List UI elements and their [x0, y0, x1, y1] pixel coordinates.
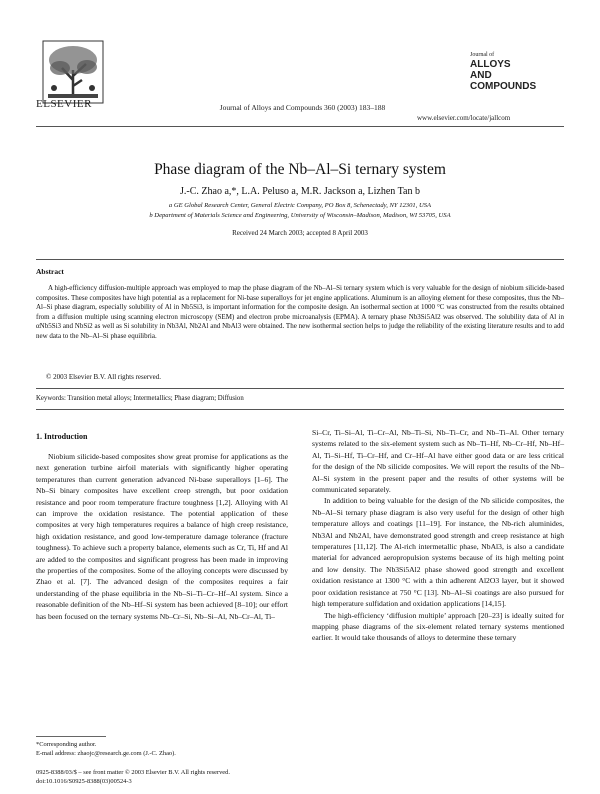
- paragraph: Si–Cr, Ti–Si–Al, Ti–Cr–Al, Nb–Ti–Si, Nb–Ti–Cr, and Nb–Ti–Al. Other ternary systems related to the six-element system such as Nb–Ti–Hf, Nb–Cr–Hf, Nb–Hf–Al, Ti–Si–Hf, Ti–Cr–Hf, and Cr–Hf–Al have either good data or are less critical for the design of the Nb silicide composites. We will report the results of the Nb–Al–Si system in the present paper and the results of other systems will be communicated separately.: [312, 428, 564, 495]
- affiliation-b: b Department of Materials Science and Engineering, University of Wisconsin–Madison, Madison, WI 53705, USA: [149, 212, 451, 219]
- abstract-copyright: © 2003 Elsevier B.V. All rights reserved.: [46, 373, 162, 381]
- journal-logo-line-1: Journal of: [470, 52, 495, 58]
- affiliation-a: a GE Global Research Center, General Electric Company, PO Box 8, Schenectady, NY 12301, USA: [168, 202, 432, 209]
- issn-line: 0925-8388/03/$ – see front matter © 2003 Elsevier B.V. All rights reserved.: [36, 769, 230, 776]
- abstract-heading: Abstract: [36, 267, 64, 276]
- received-dates: Received 24 March 2003; accepted 8 April 2003: [232, 229, 368, 237]
- email-address[interactable]: E-mail address: zhaojc@research.ge.com (J.-C. Zhao).: [36, 750, 176, 757]
- section-heading: 1. Introduction: [36, 432, 88, 441]
- journal-logo: [470, 52, 560, 92]
- keywords-rule: [36, 409, 564, 410]
- abstract-text: A high-efficiency diffusion-multiple approach was employed to map the phase diagram of the Nb–Al–Si ternary system which is very valuable for the design of niobium silicide-based composites. These composites have high potential as a replacement for Ni-base superalloys for jet engine applications. Aluminum is an alloying element for these composites, thus the Nb–Al–Si phase diagram, especially solubility of Al in Nb5Si3, is important information for the composite design. An isothermal section at 1000 °C was constructed from the results obtained from a diffusion multiple using scanning electron microscopy (SEM) and electron probe microanalysis (EPMA). A ternary phase Nb3Si5Al2 was observed. The solubility data of Al in αNb5Si3 and NbSi2 as well as Si solubility in Nb3Al, Nb2Al and NbAl3 were obtained. The new isothermal section helps to judge the reliability of the existing literature results and to add new data to the Nb–Al–Si phase equilibria.: [36, 284, 564, 340]
- paper-title: Phase diagram of the Nb–Al–Si ternary system: [154, 161, 446, 178]
- keywords: Keywords: Transition metal alloys; Intermetallics; Phase diagram; Diffusion: [36, 395, 244, 402]
- header-rule: [36, 126, 564, 127]
- left-column: [36, 451, 288, 622]
- abstract-top-rule: [36, 259, 564, 260]
- paragraph: Niobium silicide-based composites show great promise for applications as the next generation turbine airfoil materials with significantly higher operating temperatures than current generation advanced Ni-base superalloys [1–6]. The Nb–Si binary composites have excellent creep strength, but poor oxidation resistance and poor room temperature fracture toughness [1,2]. Alloying with Al can improve the oxidation resistance. The potential application of these composites at very high temperatures requires a balance of high creep resistance, high oxidation resistance, and good low-temperature damage tolerance (fracture toughness). To achieve such a property balance, elements such as Cr, Ti, Hf and Al are added to the composites and significant progress has been made in improving the properties of the composites. Some of the alloying concepts were discussed by Zhao et al. [7]. The advanced design of the composites requires a fair understanding of the phase equilibria in the Nb–Si–Ti–Cr–Hf–Al system. Since a reasonable definition of the Nb–Hf–Si system has been achieved [8–10]; our effort has been focused on the ternary systems Nb–Cr–Si, Nb–Si–Al, Nb–Cr–Al, Ti–: [36, 452, 288, 621]
- publisher-name: ELSEVIER: [36, 98, 92, 110]
- elsevier-tree-logo: [42, 40, 104, 104]
- corresponding-author-note: *Corresponding author.: [36, 741, 97, 748]
- footnote-rule: [36, 736, 106, 737]
- doi-line: doi:10.1016/S0925-8388(03)00524-3: [36, 778, 132, 785]
- journal-citation: Journal of Alloys and Compounds 360 (2003) 183–188: [219, 103, 386, 112]
- journal-logo-line-2: ALLOYS: [470, 59, 511, 70]
- journal-logo-line-3: AND COMPOUNDS: [470, 70, 537, 92]
- abstract-bottom-rule: [36, 388, 564, 389]
- paragraph: In addition to being valuable for the design of the Nb silicide composites, the Nb–Al–Si ternary phase diagram is also very useful for the design of other high temperature alloys and coatings [11–19]. For instance, the Nb-rich aluminides, Nb3Al and Nb2Al, have demonstrated good strength and creep resistance at high temperatures [11,12]. The Al-rich intermetallic phase, NbAl3, is also a candidate material for advanced aeropropulsion systems because of its high melting point and low density. The Nb3Si5Al2 phase showed good strength and excellent oxidation resistance at 1300 °C with a thin adherent Al2O3 layer, but it showed poor oxidation resistance at 750 °C [13]. Nb–Al–Si coatings are also pursued for high temperature sulfidation and oxidation applications [14,15].: [312, 496, 564, 609]
- right-column: [312, 427, 564, 644]
- paragraph: The high-efficiency ‘diffusion multiple’ approach [20–23] is ideally suited for mapping phase diagrams of the six-element related ternary systems mentioned earlier. It would take thousands of alloys to determine these ternary: [312, 610, 564, 643]
- journal-url[interactable]: www.elsevier.com/locate/jallcom: [417, 114, 511, 122]
- author-list: J.-C. Zhao a,*, L.A. Peluso a, M.R. Jackson a, Lizhen Tan b: [180, 186, 420, 197]
